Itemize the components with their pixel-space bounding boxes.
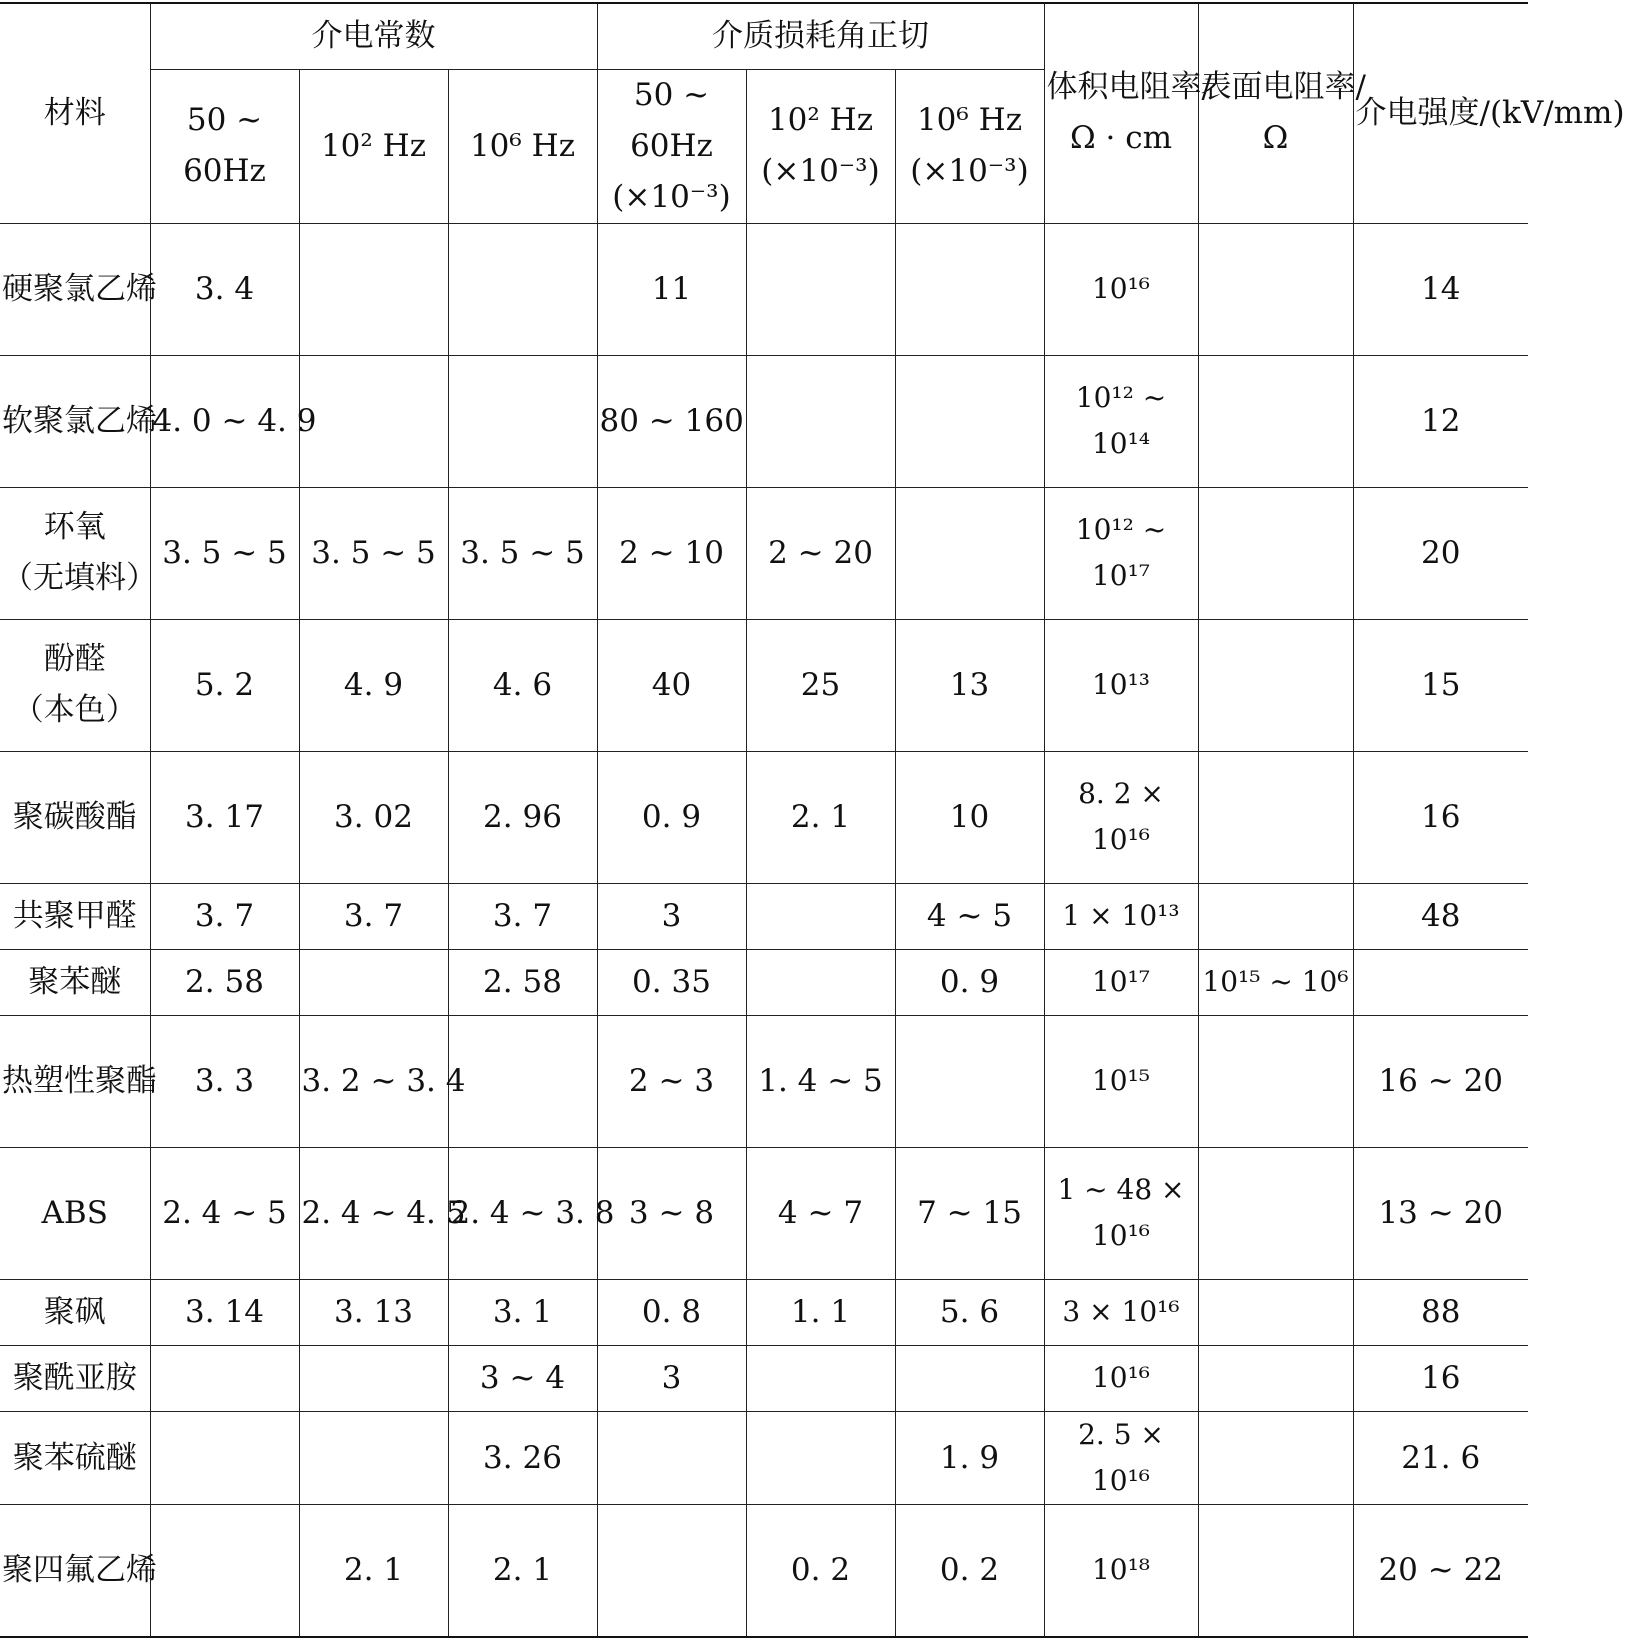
cell-dc-1e6: 4. 6 bbox=[448, 619, 597, 751]
table-row bbox=[0, 1147, 1528, 1279]
table-row bbox=[0, 751, 1528, 883]
cell-dc-50 bbox=[150, 1411, 299, 1504]
cell-lt-1e6 bbox=[895, 487, 1044, 619]
table-row bbox=[0, 1505, 1528, 1637]
cell-dc-1e6: 3 ~ 4 bbox=[448, 1345, 597, 1411]
cell-dc-1e2: 4. 9 bbox=[299, 619, 448, 751]
cell-dc-1e2: 3. 02 bbox=[299, 751, 448, 883]
cell-strength: 16 bbox=[1353, 1345, 1528, 1411]
cell-lt-1e6 bbox=[895, 1345, 1044, 1411]
cell-material: 热塑性聚酯 bbox=[0, 1015, 150, 1147]
cell-dc-1e6: 2. 96 bbox=[448, 751, 597, 883]
cell-lt-1e6: 13 bbox=[895, 619, 1044, 751]
cell-strength: 21. 6 bbox=[1353, 1411, 1528, 1504]
cell-dc-1e2: 3. 7 bbox=[299, 883, 448, 949]
cell-lt-50: 2 ~ 10 bbox=[597, 487, 746, 619]
cell-material: 共聚甲醛 bbox=[0, 883, 150, 949]
cell-surf-res bbox=[1198, 1015, 1353, 1147]
cell-lt-1e6: 1. 9 bbox=[895, 1411, 1044, 1504]
cell-dc-1e6 bbox=[448, 1015, 597, 1147]
cell-lt-1e2 bbox=[746, 223, 895, 355]
cell-lt-50: 0. 35 bbox=[597, 949, 746, 1015]
cell-material: 酚醛（本色） bbox=[0, 619, 150, 751]
table-row bbox=[0, 1279, 1528, 1345]
cell-dc-1e2: 3. 5 ~ 5 bbox=[299, 487, 448, 619]
cell-material: 聚酰亚胺 bbox=[0, 1345, 150, 1411]
cell-lt-1e2 bbox=[746, 949, 895, 1015]
cell-dc-1e6: 3. 1 bbox=[448, 1279, 597, 1345]
cell-strength: 14 bbox=[1353, 223, 1528, 355]
cell-material: 聚四氟乙烯 bbox=[0, 1505, 150, 1637]
cell-vol-res: 10¹⁷ bbox=[1044, 949, 1198, 1015]
cell-vol-res: 1 × 10¹³ bbox=[1044, 883, 1198, 949]
cell-lt-1e6: 0. 9 bbox=[895, 949, 1044, 1015]
cell-vol-res: 10¹⁸ bbox=[1044, 1505, 1198, 1637]
cell-lt-1e2 bbox=[746, 883, 895, 949]
cell-dc-1e2: 3. 2 ~ 3. 4 bbox=[299, 1015, 448, 1147]
cell-vol-res: 10¹² ~ 10¹⁴ bbox=[1044, 355, 1198, 487]
cell-surf-res bbox=[1198, 487, 1353, 619]
header-lt-1e2hz: 10² Hz (×10⁻³) bbox=[746, 69, 895, 223]
table-row bbox=[0, 1015, 1528, 1147]
cell-lt-1e6 bbox=[895, 1015, 1044, 1147]
cell-strength: 20 ~ 22 bbox=[1353, 1505, 1528, 1637]
cell-dc-1e2 bbox=[299, 1411, 448, 1504]
cell-material: 聚苯硫醚 bbox=[0, 1411, 150, 1504]
cell-strength: 15 bbox=[1353, 619, 1528, 751]
table-row bbox=[0, 487, 1528, 619]
cell-material: 硬聚氯乙烯 bbox=[0, 223, 150, 355]
header-volume-resistivity: 体积电阻率/Ω · cm bbox=[1044, 3, 1198, 223]
cell-lt-50: 3 bbox=[597, 1345, 746, 1411]
cell-dc-50: 3. 14 bbox=[150, 1279, 299, 1345]
cell-material: 聚砜 bbox=[0, 1279, 150, 1345]
cell-surf-res bbox=[1198, 1345, 1353, 1411]
cell-dc-1e2 bbox=[299, 949, 448, 1015]
cell-dc-1e2 bbox=[299, 1345, 448, 1411]
cell-vol-res: 10¹⁵ bbox=[1044, 1015, 1198, 1147]
cell-surf-res bbox=[1198, 1505, 1353, 1637]
cell-dc-50: 3. 3 bbox=[150, 1015, 299, 1147]
table-row bbox=[0, 619, 1528, 751]
cell-surf-res bbox=[1198, 751, 1353, 883]
cell-lt-1e6: 0. 2 bbox=[895, 1505, 1044, 1637]
cell-lt-50: 0. 9 bbox=[597, 751, 746, 883]
table-row bbox=[0, 949, 1528, 1015]
cell-dc-1e6: 2. 4 ~ 3. 8 bbox=[448, 1147, 597, 1279]
cell-strength: 12 bbox=[1353, 355, 1528, 487]
header-material: 材料 bbox=[0, 3, 150, 223]
cell-dc-1e6: 3. 7 bbox=[448, 883, 597, 949]
cell-strength: 13 ~ 20 bbox=[1353, 1147, 1528, 1279]
cell-dc-1e2: 2. 4 ~ 4. 5 bbox=[299, 1147, 448, 1279]
header-dielectric-strength: 介电强度/(kV/mm) bbox=[1353, 3, 1528, 223]
cell-lt-1e2: 25 bbox=[746, 619, 895, 751]
table-row bbox=[0, 1345, 1528, 1411]
cell-vol-res: 8. 2 × 10¹⁶ bbox=[1044, 751, 1198, 883]
cell-lt-1e2: 4 ~ 7 bbox=[746, 1147, 895, 1279]
table-row bbox=[0, 355, 1528, 487]
cell-vol-res: 10¹⁶ bbox=[1044, 1345, 1198, 1411]
cell-dc-50: 4. 0 ~ 4. 9 bbox=[150, 355, 299, 487]
cell-vol-res: 3 × 10¹⁶ bbox=[1044, 1279, 1198, 1345]
cell-lt-50: 3 ~ 8 bbox=[597, 1147, 746, 1279]
cell-dc-50: 3. 7 bbox=[150, 883, 299, 949]
cell-lt-1e2 bbox=[746, 1411, 895, 1504]
cell-surf-res bbox=[1198, 1279, 1353, 1345]
cell-strength: 20 bbox=[1353, 487, 1528, 619]
cell-dc-50: 2. 4 ~ 5 bbox=[150, 1147, 299, 1279]
cell-lt-1e2: 2. 1 bbox=[746, 751, 895, 883]
cell-lt-1e2: 2 ~ 20 bbox=[746, 487, 895, 619]
cell-dc-50: 5. 2 bbox=[150, 619, 299, 751]
cell-dc-1e2 bbox=[299, 223, 448, 355]
cell-surf-res: 10¹⁵ ~ 10⁶ bbox=[1198, 949, 1353, 1015]
cell-strength: 48 bbox=[1353, 883, 1528, 949]
cell-strength bbox=[1353, 949, 1528, 1015]
cell-surf-res bbox=[1198, 355, 1353, 487]
cell-dc-1e6: 3. 5 ~ 5 bbox=[448, 487, 597, 619]
header-dc-50-60hz: 50 ~ 60Hz bbox=[150, 69, 299, 223]
header-lt-50-60hz: 50 ~ 60Hz (×10⁻³) bbox=[597, 69, 746, 223]
cell-vol-res: 10¹³ bbox=[1044, 619, 1198, 751]
cell-material: ABS bbox=[0, 1147, 150, 1279]
material-properties-table bbox=[0, 2, 1625, 1638]
cell-material: 聚碳酸酯 bbox=[0, 751, 150, 883]
cell-lt-1e6: 10 bbox=[895, 751, 1044, 883]
header-dc-1e2hz: 10² Hz bbox=[299, 69, 448, 223]
cell-lt-1e6: 5. 6 bbox=[895, 1279, 1044, 1345]
cell-vol-res: 2. 5 × 10¹⁶ bbox=[1044, 1411, 1198, 1504]
header-dielectric-constant: 介电常数 bbox=[150, 3, 597, 69]
cell-vol-res: 10¹⁶ bbox=[1044, 223, 1198, 355]
cell-surf-res bbox=[1198, 619, 1353, 751]
cell-lt-1e2: 1. 4 ~ 5 bbox=[746, 1015, 895, 1147]
cell-surf-res bbox=[1198, 1147, 1353, 1279]
cell-material: 软聚氯乙烯 bbox=[0, 355, 150, 487]
header-dc-1e6hz: 10⁶ Hz bbox=[448, 69, 597, 223]
cell-lt-50: 11 bbox=[597, 223, 746, 355]
cell-material: 聚苯醚 bbox=[0, 949, 150, 1015]
cell-lt-50: 40 bbox=[597, 619, 746, 751]
cell-dc-1e2 bbox=[299, 355, 448, 487]
cell-dc-1e6 bbox=[448, 355, 597, 487]
cell-lt-1e6: 4 ~ 5 bbox=[895, 883, 1044, 949]
cell-lt-1e6 bbox=[895, 355, 1044, 487]
cell-dc-1e6 bbox=[448, 223, 597, 355]
cell-material: 环氧（无填料） bbox=[0, 487, 150, 619]
header-loss-tangent: 介质损耗角正切 bbox=[597, 3, 1044, 69]
cell-lt-50: 0. 8 bbox=[597, 1279, 746, 1345]
cell-lt-1e2 bbox=[746, 355, 895, 487]
table-body bbox=[0, 223, 1528, 1636]
cell-lt-1e6 bbox=[895, 223, 1044, 355]
cell-dc-1e2: 2. 1 bbox=[299, 1505, 448, 1637]
cell-surf-res bbox=[1198, 223, 1353, 355]
cell-dc-50 bbox=[150, 1505, 299, 1637]
cell-dc-1e6: 3. 26 bbox=[448, 1411, 597, 1504]
header-surface-resistivity: 表面电阻率/Ω bbox=[1198, 3, 1353, 223]
cell-dc-50: 3. 4 bbox=[150, 223, 299, 355]
table-row bbox=[0, 883, 1528, 949]
cell-dc-50: 3. 17 bbox=[150, 751, 299, 883]
cell-lt-50 bbox=[597, 1505, 746, 1637]
cell-lt-1e6: 7 ~ 15 bbox=[895, 1147, 1044, 1279]
cell-lt-1e2: 0. 2 bbox=[746, 1505, 895, 1637]
cell-dc-1e6: 2. 58 bbox=[448, 949, 597, 1015]
cell-surf-res bbox=[1198, 883, 1353, 949]
cell-lt-50: 3 bbox=[597, 883, 746, 949]
cell-lt-50: 2 ~ 3 bbox=[597, 1015, 746, 1147]
header-lt-1e6hz: 10⁶ Hz (×10⁻³) bbox=[895, 69, 1044, 223]
cell-vol-res: 10¹² ~ 10¹⁷ bbox=[1044, 487, 1198, 619]
cell-lt-50: 80 ~ 160 bbox=[597, 355, 746, 487]
cell-lt-1e2: 1. 1 bbox=[746, 1279, 895, 1345]
cell-dc-50 bbox=[150, 1345, 299, 1411]
cell-lt-50 bbox=[597, 1411, 746, 1504]
cell-surf-res bbox=[1198, 1411, 1353, 1504]
table-row bbox=[0, 1411, 1528, 1504]
cell-strength: 16 bbox=[1353, 751, 1528, 883]
cell-vol-res: 1 ~ 48 × 10¹⁶ bbox=[1044, 1147, 1198, 1279]
cell-lt-1e2 bbox=[746, 1345, 895, 1411]
cell-dc-50: 3. 5 ~ 5 bbox=[150, 487, 299, 619]
cell-dc-1e2: 3. 13 bbox=[299, 1279, 448, 1345]
cell-strength: 16 ~ 20 bbox=[1353, 1015, 1528, 1147]
cell-strength: 88 bbox=[1353, 1279, 1528, 1345]
cell-dc-50: 2. 58 bbox=[150, 949, 299, 1015]
cell-dc-1e6: 2. 1 bbox=[448, 1505, 597, 1637]
table-row bbox=[0, 223, 1528, 355]
